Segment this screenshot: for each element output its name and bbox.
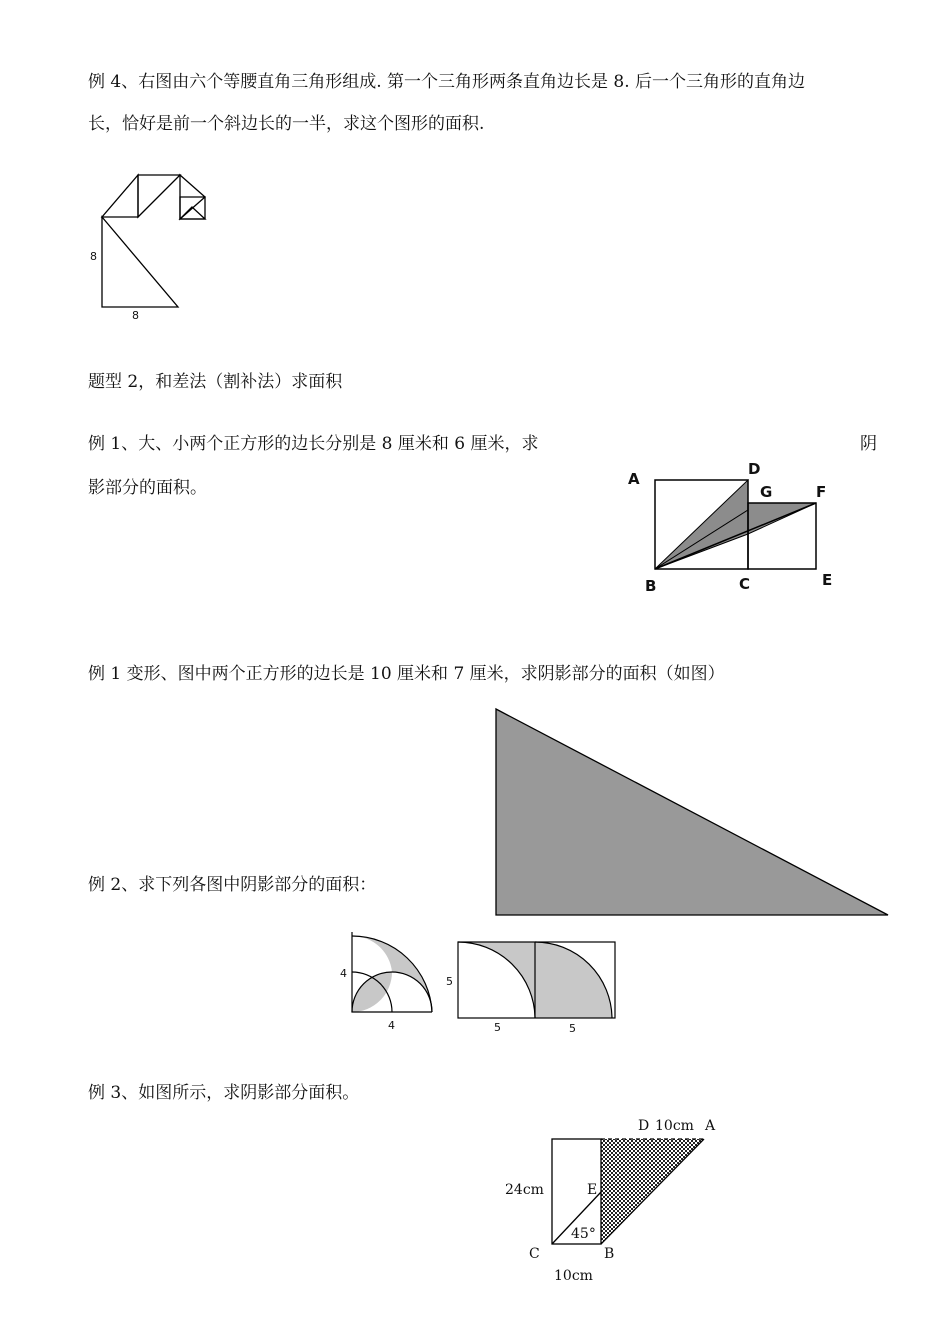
ex4-text-line2: 长，恰好是前一个斜边长的一半，求这个图形的面积. — [88, 114, 485, 134]
ex2-figures — [330, 930, 630, 1040]
ex3-text: 例 3、如图所示，求阴影部分面积。 — [88, 1083, 360, 1103]
ex2-figure-2 — [446, 942, 615, 1035]
ex4-text-line1: 例 4、右图由六个等腰直角三角形组成. 第一个三角形两条直角边长是 8. 后一个三角形的直角边 — [88, 72, 806, 92]
ex1v-text: 例 1 变形、图中两个正方形的边长是 10 厘米和 7 厘米，求阴影部分的面积（如图） — [88, 664, 725, 684]
ex4-triangle-1 — [102, 217, 178, 307]
ex3-label-left-length: 24cm — [505, 1182, 544, 1198]
ex4-figure — [80, 165, 230, 325]
ex2-fig1-bottom-label: 4 — [388, 1019, 395, 1032]
ex3-label-D: D — [638, 1118, 650, 1134]
ex2-fig2-bottom-label-1: 5 — [494, 1021, 501, 1034]
ex2-fig2-bottom-label-2: 5 — [569, 1022, 576, 1035]
ex3-label-top-length: 10cm — [655, 1118, 694, 1134]
ex2-figure-1 — [340, 932, 432, 1032]
ex4-triangle-2 — [102, 175, 138, 217]
ex3-label-E: E — [587, 1182, 598, 1198]
ex1-text-line2: 影部分的面积。 — [88, 478, 207, 498]
ex3-label-bottom-length: 10cm — [554, 1268, 593, 1284]
ex1-label-G: G — [760, 483, 773, 501]
ex1-label-F: F — [816, 483, 827, 501]
ex2-text: 例 2、求下列各图中阴影部分的面积： — [88, 875, 377, 895]
ex4-triangle-3 — [138, 175, 180, 217]
ex1-text-line1-end: 阴 — [860, 434, 877, 454]
ex3-label-B: B — [604, 1246, 615, 1262]
ex1-label-A: A — [628, 470, 640, 488]
ex1-label-E: E — [822, 571, 833, 589]
ex3-label-C: C — [529, 1246, 540, 1262]
ex4-label-bottom: 8 — [132, 309, 139, 322]
ex1-text-line1: 例 1、大、小两个正方形的边长分别是 8 厘米和 6 厘米，求 — [88, 434, 539, 454]
ex1v-figure — [490, 705, 895, 920]
ex3-label-A: A — [705, 1118, 716, 1134]
ex2-fig1-side-label: 4 — [340, 967, 347, 980]
ex4-triangles — [102, 175, 205, 307]
ex2-fig2-side-label: 5 — [446, 975, 453, 988]
ex1-shaded-region — [655, 480, 816, 569]
ex1-figure — [620, 455, 850, 600]
ex4-label-left: 8 — [90, 250, 97, 263]
ex3-label-angle: 45° — [571, 1226, 596, 1242]
ex1-label-B: B — [645, 577, 657, 595]
ex1v-shaded-triangle — [496, 709, 888, 915]
ex1-label-D: D — [748, 460, 761, 478]
ex3-figure — [495, 1112, 735, 1287]
ex1-label-C: C — [739, 575, 751, 593]
type2-heading: 题型 2，和差法（割补法）求面积 — [88, 372, 343, 392]
